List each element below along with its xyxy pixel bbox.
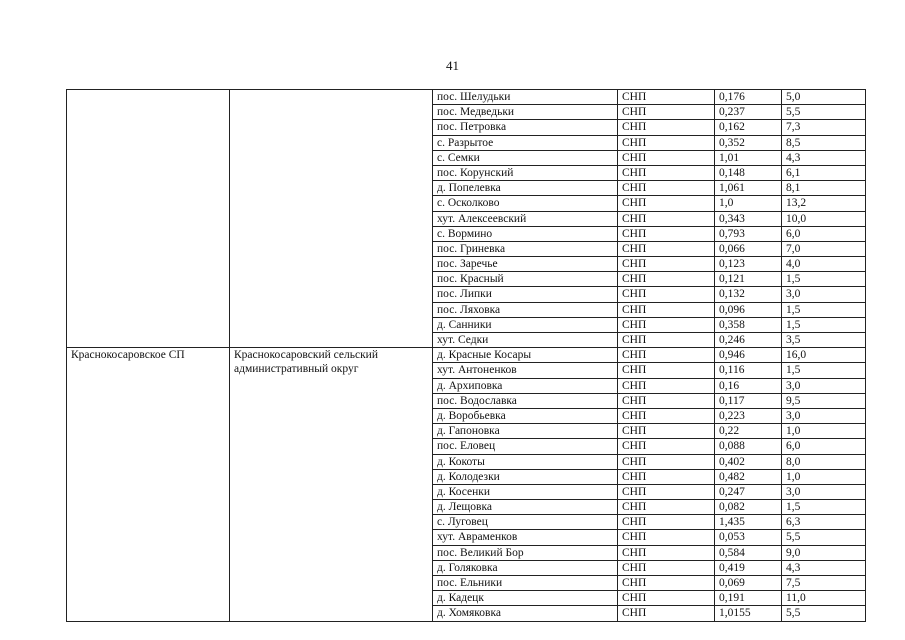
settlement-type-cell: СНП bbox=[618, 317, 715, 332]
settlement-name-cell: пос. Красный bbox=[433, 272, 618, 287]
settlement-type-cell: СНП bbox=[618, 333, 715, 348]
distance-value-cell: 7,0 bbox=[782, 241, 866, 256]
distance-value-cell: 3,0 bbox=[782, 287, 866, 302]
settlement-type-cell: СНП bbox=[618, 530, 715, 545]
settlement-name-cell: д. Попелевка bbox=[433, 181, 618, 196]
settlement-name-cell: пос. Еловец bbox=[433, 439, 618, 454]
settlement-type-cell: СНП bbox=[618, 257, 715, 272]
settlement-name-cell: пос. Ельники bbox=[433, 576, 618, 591]
area-value-cell: 0,117 bbox=[715, 393, 782, 408]
settlement-type-cell: СНП bbox=[618, 302, 715, 317]
municipality-cell: Краснокосаровское СП bbox=[67, 348, 230, 621]
area-value-cell: 0,176 bbox=[715, 90, 782, 105]
area-value-cell: 0,088 bbox=[715, 439, 782, 454]
distance-value-cell: 3,5 bbox=[782, 333, 866, 348]
area-value-cell: 0,223 bbox=[715, 408, 782, 423]
settlement-type-cell: СНП bbox=[618, 469, 715, 484]
settlement-type-cell: СНП bbox=[618, 135, 715, 150]
distance-value-cell: 3,0 bbox=[782, 408, 866, 423]
area-value-cell: 0,132 bbox=[715, 287, 782, 302]
settlement-name-cell: д. Хомяковка bbox=[433, 606, 618, 621]
settlement-type-cell: СНП bbox=[618, 120, 715, 135]
area-value-cell: 0,358 bbox=[715, 317, 782, 332]
settlement-type-cell: СНП bbox=[618, 150, 715, 165]
settlement-type-cell: СНП bbox=[618, 378, 715, 393]
distance-value-cell: 1,5 bbox=[782, 500, 866, 515]
distance-value-cell: 1,0 bbox=[782, 469, 866, 484]
distance-value-cell: 8,0 bbox=[782, 454, 866, 469]
settlement-name-cell: с. Разрытое bbox=[433, 135, 618, 150]
settlement-name-cell: пос. Корунский bbox=[433, 165, 618, 180]
settlement-name-cell: д. Санники bbox=[433, 317, 618, 332]
settlement-type-cell: СНП bbox=[618, 424, 715, 439]
settlement-type-cell: СНП bbox=[618, 105, 715, 120]
area-value-cell: 0,116 bbox=[715, 363, 782, 378]
settlements-table bbox=[66, 89, 866, 622]
settlement-type-cell: СНП bbox=[618, 484, 715, 499]
table-row bbox=[67, 90, 866, 105]
district-cell: Краснокосаровский сельский административный округ bbox=[230, 348, 433, 621]
settlement-name-cell: пос. Гриневка bbox=[433, 241, 618, 256]
settlement-type-cell: СНП bbox=[618, 363, 715, 378]
distance-value-cell: 6,0 bbox=[782, 439, 866, 454]
distance-value-cell: 4,3 bbox=[782, 560, 866, 575]
settlement-type-cell: СНП bbox=[618, 90, 715, 105]
distance-value-cell: 5,0 bbox=[782, 90, 866, 105]
municipality-cell bbox=[67, 90, 230, 348]
distance-value-cell: 7,3 bbox=[782, 120, 866, 135]
settlement-name-cell: д. Колодезки bbox=[433, 469, 618, 484]
settlement-name-cell: хут. Седки bbox=[433, 333, 618, 348]
settlement-name-cell: д. Лещовка bbox=[433, 500, 618, 515]
settlements-table-body bbox=[67, 90, 866, 622]
settlement-type-cell: СНП bbox=[618, 560, 715, 575]
settlement-name-cell: пос. Липки bbox=[433, 287, 618, 302]
area-value-cell: 1,0155 bbox=[715, 606, 782, 621]
settlement-name-cell: пос. Водославка bbox=[433, 393, 618, 408]
settlement-name-cell: пос. Ляховка bbox=[433, 302, 618, 317]
area-value-cell: 0,22 bbox=[715, 424, 782, 439]
distance-value-cell: 8,5 bbox=[782, 135, 866, 150]
area-value-cell: 0,246 bbox=[715, 333, 782, 348]
area-value-cell: 0,419 bbox=[715, 560, 782, 575]
settlement-name-cell: хут. Алексеевский bbox=[433, 211, 618, 226]
settlement-type-cell: СНП bbox=[618, 500, 715, 515]
settlement-name-cell: д. Голяковка bbox=[433, 560, 618, 575]
settlement-name-cell: д. Красные Косары bbox=[433, 348, 618, 363]
settlement-name-cell: д. Воробьевка bbox=[433, 408, 618, 423]
settlement-name-cell: с. Семки bbox=[433, 150, 618, 165]
settlement-type-cell: СНП bbox=[618, 348, 715, 363]
area-value-cell: 0,584 bbox=[715, 545, 782, 560]
distance-value-cell: 1,5 bbox=[782, 363, 866, 378]
distance-value-cell: 3,0 bbox=[782, 378, 866, 393]
settlement-type-cell: СНП bbox=[618, 241, 715, 256]
area-value-cell: 0,123 bbox=[715, 257, 782, 272]
distance-value-cell: 4,3 bbox=[782, 150, 866, 165]
area-value-cell: 0,247 bbox=[715, 484, 782, 499]
area-value-cell: 0,402 bbox=[715, 454, 782, 469]
distance-value-cell: 9,0 bbox=[782, 545, 866, 560]
area-value-cell: 1,0 bbox=[715, 196, 782, 211]
area-value-cell: 0,069 bbox=[715, 576, 782, 591]
settlement-name-cell: с. Осколково bbox=[433, 196, 618, 211]
settlement-type-cell: СНП bbox=[618, 211, 715, 226]
settlement-type-cell: СНП bbox=[618, 545, 715, 560]
area-value-cell: 1,435 bbox=[715, 515, 782, 530]
area-value-cell: 0,191 bbox=[715, 591, 782, 606]
settlement-name-cell: пос. Петровка bbox=[433, 120, 618, 135]
settlement-type-cell: СНП bbox=[618, 226, 715, 241]
settlement-type-cell: СНП bbox=[618, 606, 715, 621]
distance-value-cell: 16,0 bbox=[782, 348, 866, 363]
settlement-type-cell: СНП bbox=[618, 196, 715, 211]
distance-value-cell: 1,0 bbox=[782, 424, 866, 439]
area-value-cell: 0,162 bbox=[715, 120, 782, 135]
distance-value-cell: 9,5 bbox=[782, 393, 866, 408]
area-value-cell: 0,352 bbox=[715, 135, 782, 150]
area-value-cell: 0,343 bbox=[715, 211, 782, 226]
distance-value-cell: 5,5 bbox=[782, 105, 866, 120]
settlement-type-cell: СНП bbox=[618, 591, 715, 606]
settlement-name-cell: д. Гапоновка bbox=[433, 424, 618, 439]
distance-value-cell: 6,3 bbox=[782, 515, 866, 530]
distance-value-cell: 7,5 bbox=[782, 576, 866, 591]
area-value-cell: 0,946 bbox=[715, 348, 782, 363]
settlement-name-cell: пос. Шелудьки bbox=[433, 90, 618, 105]
settlement-name-cell: хут. Антоненков bbox=[433, 363, 618, 378]
distance-value-cell: 13,2 bbox=[782, 196, 866, 211]
area-value-cell: 1,061 bbox=[715, 181, 782, 196]
settlement-type-cell: СНП bbox=[618, 515, 715, 530]
settlement-type-cell: СНП bbox=[618, 408, 715, 423]
area-value-cell: 0,482 bbox=[715, 469, 782, 484]
settlement-name-cell: хут. Авраменков bbox=[433, 530, 618, 545]
area-value-cell: 0,16 bbox=[715, 378, 782, 393]
distance-value-cell: 4,0 bbox=[782, 257, 866, 272]
settlement-name-cell: д. Кадецк bbox=[433, 591, 618, 606]
area-value-cell: 1,01 bbox=[715, 150, 782, 165]
settlement-name-cell: пос. Великий Бор bbox=[433, 545, 618, 560]
settlement-name-cell: с. Вормино bbox=[433, 226, 618, 241]
area-value-cell: 0,096 bbox=[715, 302, 782, 317]
distance-value-cell: 8,1 bbox=[782, 181, 866, 196]
area-value-cell: 0,793 bbox=[715, 226, 782, 241]
distance-value-cell: 5,5 bbox=[782, 530, 866, 545]
settlement-type-cell: СНП bbox=[618, 287, 715, 302]
area-value-cell: 0,066 bbox=[715, 241, 782, 256]
distance-value-cell: 1,5 bbox=[782, 302, 866, 317]
page-number: 41 bbox=[446, 58, 459, 73]
area-value-cell: 0,237 bbox=[715, 105, 782, 120]
settlement-type-cell: СНП bbox=[618, 576, 715, 591]
settlement-type-cell: СНП bbox=[618, 454, 715, 469]
distance-value-cell: 6,0 bbox=[782, 226, 866, 241]
settlement-name-cell: пос. Заречье bbox=[433, 257, 618, 272]
settlement-type-cell: СНП bbox=[618, 439, 715, 454]
distance-value-cell: 6,1 bbox=[782, 165, 866, 180]
settlement-type-cell: СНП bbox=[618, 393, 715, 408]
distance-value-cell: 5,5 bbox=[782, 606, 866, 621]
distance-value-cell: 3,0 bbox=[782, 484, 866, 499]
area-value-cell: 0,148 bbox=[715, 165, 782, 180]
settlement-type-cell: СНП bbox=[618, 181, 715, 196]
settlement-name-cell: пос. Медведьки bbox=[433, 105, 618, 120]
distance-value-cell: 10,0 bbox=[782, 211, 866, 226]
table-row bbox=[67, 348, 866, 363]
distance-value-cell: 1,5 bbox=[782, 272, 866, 287]
area-value-cell: 0,082 bbox=[715, 500, 782, 515]
settlement-name-cell: д. Косенки bbox=[433, 484, 618, 499]
settlement-name-cell: д. Архиповка bbox=[433, 378, 618, 393]
distance-value-cell: 1,5 bbox=[782, 317, 866, 332]
area-value-cell: 0,121 bbox=[715, 272, 782, 287]
settlement-type-cell: СНП bbox=[618, 272, 715, 287]
settlement-type-cell: СНП bbox=[618, 165, 715, 180]
distance-value-cell: 11,0 bbox=[782, 591, 866, 606]
settlement-name-cell: с. Луговец bbox=[433, 515, 618, 530]
district-cell bbox=[230, 90, 433, 348]
area-value-cell: 0,053 bbox=[715, 530, 782, 545]
settlement-name-cell: д. Кокоты bbox=[433, 454, 618, 469]
